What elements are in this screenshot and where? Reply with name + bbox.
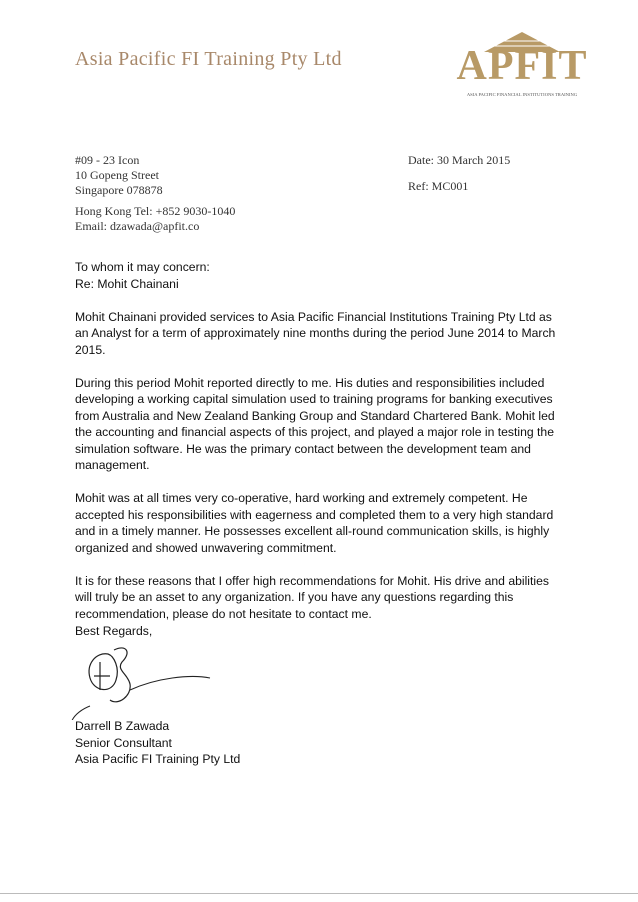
signer-block	[75, 718, 240, 768]
body-paragraph: Mohit Chainani provided services to Asia Pacific Financial Institutions Training Pty Ltd as an Analyst for a term of approximately nine months during the period June 2014 to March 2015.	[75, 309, 556, 357]
body-paragraph: It is for these reasons that I offer high recommendations for Mohit. His drive and abilities will truly be an asset to any organization. If you have any questions regarding this recommendation, please do not hesitate to contact me.	[75, 573, 549, 621]
letter-meta	[408, 153, 510, 194]
phone-number: Hong Kong Tel: +852 9030-1040	[75, 204, 236, 218]
handwritten-signature	[60, 640, 220, 720]
body-paragraph: Mohit was at all times very co-operative, hard working and extremely competent. He accepted his responsibilities with eagerness and completed them to a very high standard and in a timely manner. He possesses excellent all-round communication skills, is highly organized and showed unwavering commitment.	[75, 491, 554, 555]
company-logo	[456, 30, 588, 102]
address-line: 10 Gopeng Street	[75, 168, 159, 182]
closing: Best Regards,	[75, 624, 153, 638]
signer-company: Asia Pacific FI Training Pty Ltd	[75, 752, 241, 766]
letter-ref: Ref: MC001	[408, 179, 469, 193]
email-address: Email: dzawada@apfit.co	[75, 219, 200, 233]
address-line: #09 - 23 Icon	[75, 153, 140, 167]
page-bottom-edge	[0, 893, 638, 894]
letter-date: Date: 30 March 2015	[408, 153, 511, 167]
greeting-block	[75, 259, 565, 292]
salutation: To whom it may concern:	[75, 260, 210, 274]
sender-contact	[75, 204, 235, 234]
signer-name: Darrell B Zawada	[75, 719, 170, 733]
subject-line: Re: Mohit Chainani	[75, 276, 179, 291]
logo-tagline: ASIA PACIFIC FINANCIAL INSTITUTIONS TRAINING	[466, 92, 578, 97]
logo-wordmark: APFIT	[456, 43, 588, 89]
letter-body	[75, 259, 565, 639]
body-paragraph: During this period Mohit reported directly to me. His duties and responsibilities included developing a working capital simulation used to training programs for banking executives from Australia and New Zealand Banking Group and Standard Chartered Bank. Mohit led the accounting and financial aspects of this project, and played a major role in testing the simulation software. He was the primary contact between the development team and management.	[75, 375, 555, 472]
address-line: Singapore 078878	[75, 183, 163, 197]
company-name: Asia Pacific FI Training Pty Ltd	[75, 48, 342, 70]
sender-address	[75, 153, 163, 198]
signer-title: Senior Consultant	[75, 735, 172, 750]
